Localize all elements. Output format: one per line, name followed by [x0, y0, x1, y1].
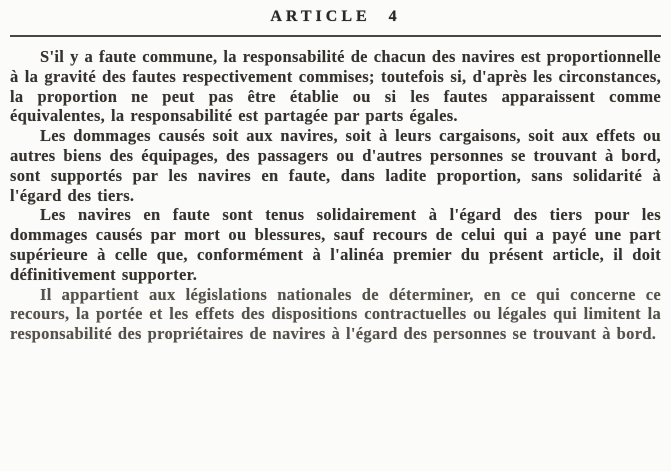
- paragraph-4: Il appartient aux législations nationales de déterminer, en ce qui concerne ce recours, la portée et les effets des dispositions contractuelles ou légales qui limitent la responsabilité des propriétaires de navires à l'égard des personnes se trouvant à bord.: [10, 284, 661, 344]
- paragraph-2: Les dommages causés soit aux navires, soit à leurs cargaisons, soit aux effets ou autres biens des équipages, des passagers ou d'autres personnes se trouvant à bord, sont supportés par les navires en faute, dans ladite proportion, sans solidarité à l'égard des tiers.: [10, 126, 661, 205]
- paragraph-3: Les navires en faute sont tenus solidairement à l'égard des tiers pour les dommages causés par mort ou blessures, sauf recours de celui qui a payé une part supérieure à celle que, conformément à l'alinéa premier du présent article, il doit définitivement supporter.: [10, 205, 661, 284]
- article-title: ARTICLE 4: [270, 8, 401, 25]
- paragraph-1: S'il y a faute commune, la responsabilité de chacun des navires est proportionnelle à la gravité des fautes respectivement commises; toutefois si, d'après les circonstances, la proportion ne peut pas être établie ou si les fautes apparaissent comme équivalentes, la responsabilité est partagée par parts égales.: [10, 47, 661, 126]
- title-rule: [10, 35, 661, 37]
- article-body: [10, 47, 661, 344]
